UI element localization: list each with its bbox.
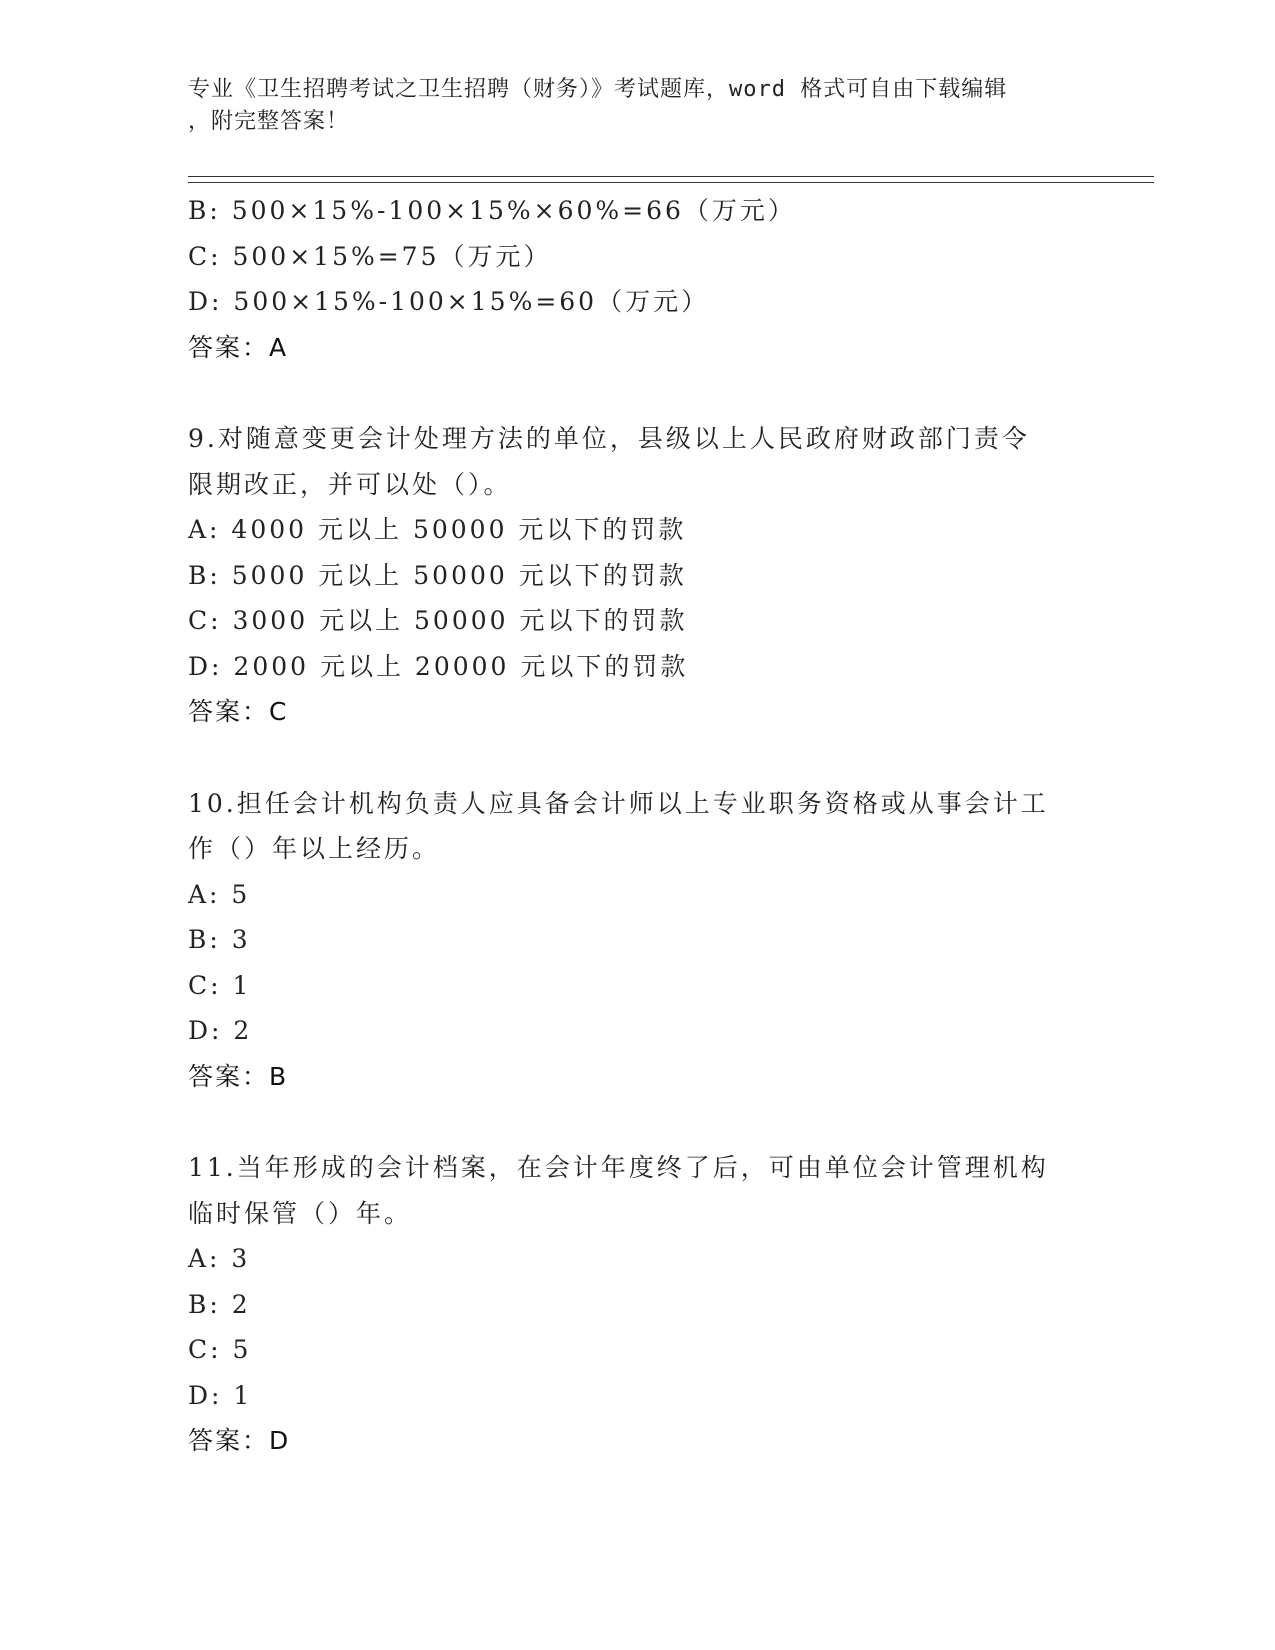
option-a: A: 4000 元以上 50000 元以下的罚款 [188, 515, 687, 544]
header-line-2: ，附完整答案！ [188, 109, 350, 134]
header-divider-top [188, 176, 1154, 177]
option-b: B: 2 [188, 1289, 251, 1319]
option-d: D: 2 [188, 1016, 253, 1045]
option-c: C: 5 [188, 1335, 252, 1364]
option-d: D: 500×15%-100×15%=60（万元） [188, 287, 710, 316]
question-block-prev [188, 188, 1088, 370]
header-line-1: 专业《卫生招聘考试之卫生招聘（财务）》考试题库，word 格式可自由下载编辑 [188, 77, 1008, 102]
spacer [188, 735, 1088, 781]
answer-label: 答案：C [188, 697, 289, 726]
question-block-11 [188, 1145, 1088, 1464]
question-stem-line: 11.当年形成的会计档案，在会计年度终了后，可由单位会计管理机构 [188, 1153, 1049, 1182]
option-a: A: 3 [188, 1244, 251, 1273]
question-stem-line: 限期改正，并可以处（）。 [188, 469, 512, 499]
question-block-10 [188, 781, 1088, 1100]
spacer [188, 370, 1088, 416]
header-divider-bottom [188, 182, 1154, 183]
option-d: D: 1 [188, 1380, 253, 1410]
option-b: B: 3 [188, 925, 251, 954]
document-header [188, 74, 1068, 138]
spacer [188, 1099, 1088, 1145]
answer-label: 答案：D [188, 1426, 291, 1455]
question-block-9 [188, 416, 1088, 735]
option-a: A: 5 [188, 879, 251, 909]
question-stem [188, 416, 1088, 507]
answer-label: 答案：A [188, 332, 289, 362]
question-list [188, 188, 1088, 1464]
question-stem [188, 1145, 1088, 1236]
option-b: B: 5000 元以上 50000 元以下的罚款 [188, 560, 687, 590]
question-stem-line: 临时保管（）年。 [188, 1198, 413, 1228]
option-b: B: 500×15%-100×15%×60%=66（万元） [188, 196, 796, 225]
question-stem-line: 9.对随意变更会计处理方法的单位，县级以上人民政府财政部门责令 [188, 424, 1030, 453]
question-stem-line: 作（）年以上经历。 [188, 834, 441, 863]
answer-label: 答案：B [188, 1061, 289, 1091]
option-c: C: 3000 元以上 50000 元以下的罚款 [188, 606, 688, 635]
option-d: D: 2000 元以上 20000 元以下的罚款 [188, 651, 689, 681]
option-c: C: 500×15%=75（万元） [188, 241, 552, 271]
option-c: C: 1 [188, 970, 252, 1000]
question-stem [188, 781, 1088, 872]
question-stem-line: 10.担任会计机构负责人应具备会计师以上专业职务资格或从事会计工 [188, 788, 1049, 818]
